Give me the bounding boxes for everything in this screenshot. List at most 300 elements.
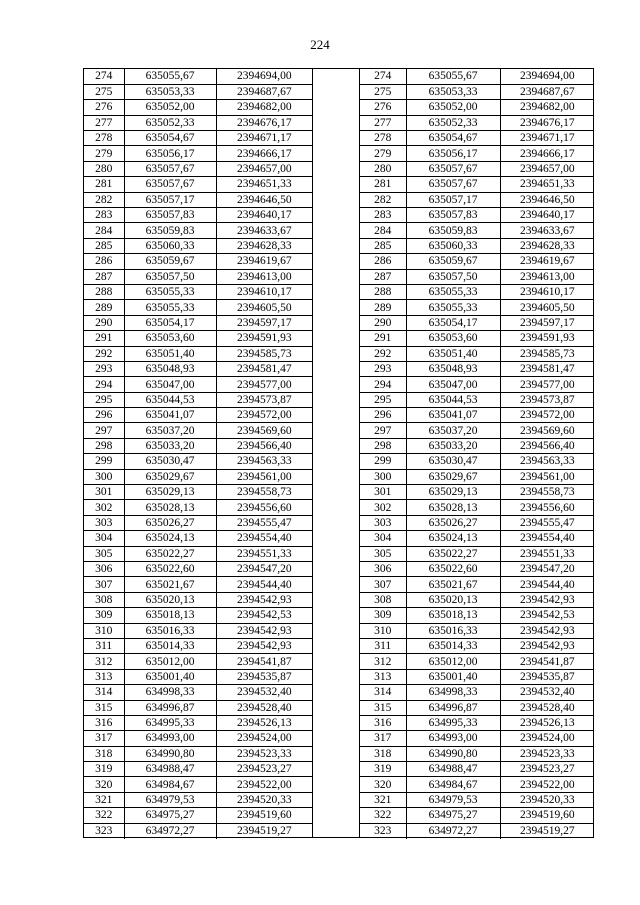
table-row (84, 500, 312, 515)
y-coordinate-cell: 2394535,87 (216, 669, 312, 684)
y-coordinate-cell: 2394657,00 (500, 161, 594, 176)
y-coordinate-cell: 2394522,00 (500, 777, 594, 792)
y-coordinate-cell: 2394605,50 (500, 300, 594, 315)
y-coordinate-cell: 2394547,20 (500, 562, 594, 577)
table-row (360, 192, 594, 207)
point-number-cell: 289 (360, 300, 406, 315)
table-row (84, 685, 312, 700)
table-row (84, 438, 312, 453)
x-coordinate-cell: 635022,60 (124, 562, 216, 577)
y-coordinate-cell: 2394573,87 (216, 392, 312, 407)
y-coordinate-cell: 2394522,00 (216, 777, 312, 792)
x-coordinate-cell: 635028,13 (406, 500, 500, 515)
y-coordinate-cell: 2394585,73 (216, 346, 312, 361)
point-number-cell: 312 (360, 654, 406, 669)
x-coordinate-cell: 635059,83 (124, 223, 216, 238)
y-coordinate-cell: 2394561,00 (216, 469, 312, 484)
coordinates-table-right (360, 69, 594, 839)
x-coordinate-cell: 634988,47 (124, 762, 216, 777)
point-number-cell: 308 (84, 592, 124, 607)
table-row (84, 638, 312, 653)
table-row (360, 715, 594, 730)
x-coordinate-cell: 634984,67 (406, 777, 500, 792)
table-row (360, 269, 594, 284)
x-coordinate-cell: 635053,33 (124, 84, 216, 99)
point-number-cell: 317 (84, 731, 124, 746)
x-coordinate-cell: 635055,33 (124, 284, 216, 299)
point-number-cell: 310 (360, 623, 406, 638)
table-row (84, 808, 312, 823)
point-number-cell: 301 (84, 485, 124, 500)
table-row (84, 361, 312, 376)
x-coordinate-cell: 634972,27 (406, 823, 500, 838)
table-row (360, 361, 594, 376)
point-number-cell: 281 (360, 177, 406, 192)
x-coordinate-cell: 635033,20 (124, 438, 216, 453)
x-coordinate-cell: 635018,13 (406, 608, 500, 623)
y-coordinate-cell: 2394519,60 (500, 808, 594, 823)
table-row (360, 331, 594, 346)
point-number-cell: 286 (360, 254, 406, 269)
table-row (360, 300, 594, 315)
point-number-cell: 316 (360, 715, 406, 730)
point-number-cell: 318 (360, 746, 406, 761)
x-coordinate-cell: 634993,00 (124, 731, 216, 746)
point-number-cell: 291 (84, 331, 124, 346)
y-coordinate-cell: 2394628,33 (500, 238, 594, 253)
y-coordinate-cell: 2394547,20 (216, 562, 312, 577)
y-coordinate-cell: 2394605,50 (216, 300, 312, 315)
table-row (360, 531, 594, 546)
x-coordinate-cell: 635051,40 (124, 346, 216, 361)
y-coordinate-cell: 2394619,67 (216, 254, 312, 269)
y-coordinate-cell: 2394554,40 (216, 531, 312, 546)
x-coordinate-cell: 635041,07 (124, 408, 216, 423)
x-coordinate-cell: 635001,40 (406, 669, 500, 684)
table-row (84, 238, 312, 253)
point-number-cell: 314 (360, 685, 406, 700)
point-number-cell: 288 (84, 284, 124, 299)
table-row (84, 223, 312, 238)
x-coordinate-cell: 635053,33 (406, 84, 500, 99)
x-coordinate-cell: 634993,00 (406, 731, 500, 746)
y-coordinate-cell: 2394676,17 (500, 115, 594, 130)
x-coordinate-cell: 634995,33 (406, 715, 500, 730)
x-coordinate-cell: 635057,67 (124, 177, 216, 192)
point-number-cell: 300 (360, 469, 406, 484)
y-coordinate-cell: 2394542,93 (216, 592, 312, 607)
y-coordinate-cell: 2394519,27 (519, 825, 575, 838)
table-row (360, 392, 594, 407)
x-coordinate-cell: 635059,67 (406, 254, 500, 269)
point-number-cell: 275 (84, 84, 124, 99)
table-row (360, 454, 594, 469)
x-coordinate-cell: 635047,00 (406, 377, 500, 392)
table-row (360, 700, 594, 715)
table-row (360, 546, 594, 561)
point-number-cell: 299 (84, 454, 124, 469)
x-coordinate-cell: 635021,67 (406, 577, 500, 592)
y-coordinate-cell: 2394561,00 (500, 469, 594, 484)
x-coordinate-cell: 635047,00 (124, 377, 216, 392)
point-number-cell: 282 (84, 192, 124, 207)
point-number-cell: 284 (84, 223, 124, 238)
x-coordinate-cell: 635029,13 (124, 485, 216, 500)
y-coordinate-cell: 2394558,73 (216, 485, 312, 500)
x-coordinate-cell: 635057,67 (406, 161, 500, 176)
point-number-cell: 302 (84, 500, 124, 515)
x-coordinate-cell: 635057,50 (124, 269, 216, 284)
table-row (360, 792, 594, 807)
x-coordinate-cell: 635055,33 (124, 300, 216, 315)
point-number-cell: 295 (84, 392, 124, 407)
x-coordinate-cell: 635001,40 (124, 669, 216, 684)
x-coordinate-cell: 635056,17 (406, 146, 500, 161)
x-coordinate-cell: 635054,17 (124, 315, 216, 330)
y-coordinate-cell: 2394523,27 (216, 762, 312, 777)
table-row (84, 469, 312, 484)
table-row (360, 762, 594, 777)
table-row (84, 408, 312, 423)
point-number-cell: 307 (84, 577, 124, 592)
y-coordinate-cell: 2394541,87 (216, 654, 312, 669)
point-number-cell: 304 (84, 531, 124, 546)
y-coordinate-cell: 2394581,47 (500, 361, 594, 376)
y-coordinate-cell: 2394542,53 (500, 608, 594, 623)
y-coordinate-cell: 2394542,93 (216, 638, 312, 653)
x-coordinate-cell: 634984,67 (124, 777, 216, 792)
y-coordinate-cell: 2394646,50 (216, 192, 312, 207)
point-number-cell: 293 (84, 361, 124, 376)
point-number-cell: 307 (360, 577, 406, 592)
x-coordinate-cell: 634975,27 (124, 808, 216, 823)
point-number-cell: 313 (84, 669, 124, 684)
table-row (360, 577, 594, 592)
table-row (84, 423, 312, 438)
x-coordinate-cell: 635012,00 (406, 654, 500, 669)
y-coordinate-cell: 2394524,00 (500, 731, 594, 746)
y-coordinate-cell: 2394520,33 (216, 792, 312, 807)
x-coordinate-cell: 635052,00 (406, 100, 500, 115)
y-coordinate-cell: 2394555,47 (500, 515, 594, 530)
table-row (84, 762, 312, 777)
y-coordinate-cell: 2394541,87 (500, 654, 594, 669)
x-coordinate-cell: 635022,27 (124, 546, 216, 561)
y-coordinate-cell: 2394613,00 (216, 269, 312, 284)
point-number-cell: 320 (84, 777, 124, 792)
table-row (84, 300, 312, 315)
y-coordinate-cell: 2394572,00 (216, 408, 312, 423)
table-row (84, 131, 312, 146)
point-number-cell: 277 (360, 115, 406, 130)
table-row (360, 100, 594, 115)
table-row (84, 777, 312, 792)
x-coordinate-cell: 635054,67 (406, 131, 500, 146)
point-number-cell: 287 (84, 269, 124, 284)
point-number-cell: 302 (360, 500, 406, 515)
x-coordinate-cell: 635037,20 (406, 423, 500, 438)
y-coordinate-cell: 2394577,00 (500, 377, 594, 392)
x-coordinate-cell: 635028,13 (124, 500, 216, 515)
x-coordinate-cell: 635018,13 (124, 608, 216, 623)
table-row (84, 146, 312, 161)
table-row (84, 546, 312, 561)
x-coordinate-cell: 635016,33 (124, 623, 216, 638)
table-row (360, 161, 594, 176)
y-coordinate-cell: 2394544,40 (500, 577, 594, 592)
y-coordinate-cell: 2394523,33 (216, 746, 312, 761)
y-coordinate-cell: 2394556,60 (216, 500, 312, 515)
y-coordinate-cell: 2394628,33 (216, 238, 312, 253)
y-coordinate-cell: 2394520,33 (500, 792, 594, 807)
table-row (360, 254, 594, 269)
point-number-cell: 275 (360, 84, 406, 99)
x-coordinate-cell: 635014,33 (124, 638, 216, 653)
x-coordinate-cell: 635054,17 (406, 315, 500, 330)
point-number-cell: 295 (360, 392, 406, 407)
table-row (360, 315, 594, 330)
point-number-cell: 294 (360, 377, 406, 392)
table-row (360, 777, 594, 792)
point-number-cell: 297 (84, 423, 124, 438)
x-coordinate-cell: 635060,33 (406, 238, 500, 253)
table-row (84, 731, 312, 746)
y-coordinate-cell: 2394666,17 (500, 146, 594, 161)
point-number-cell: 285 (360, 238, 406, 253)
table-row (84, 792, 312, 807)
point-number-cell: 322 (84, 808, 124, 823)
x-coordinate-cell: 635022,27 (406, 546, 500, 561)
y-coordinate-cell: 2394532,40 (216, 685, 312, 700)
table-row (84, 562, 312, 577)
table-row (84, 623, 312, 638)
table-row (84, 454, 312, 469)
x-coordinate-cell: 635048,93 (406, 361, 500, 376)
y-coordinate-cell: 2394523,27 (500, 762, 594, 777)
table-row (84, 100, 312, 115)
point-number-cell: 310 (84, 623, 124, 638)
x-coordinate-cell: 635056,17 (124, 146, 216, 161)
x-coordinate-cell: 634979,53 (124, 792, 216, 807)
x-coordinate-cell: 635057,50 (406, 269, 500, 284)
table-row (84, 392, 312, 407)
y-coordinate-cell: 2394646,50 (500, 192, 594, 207)
x-coordinate-cell: 634998,33 (406, 685, 500, 700)
y-coordinate-cell: 2394519,27 (236, 825, 292, 838)
point-number-cell: 321 (360, 792, 406, 807)
x-coordinate-cell: 635048,93 (124, 361, 216, 376)
table-row (360, 69, 594, 84)
point-number-cell: 318 (84, 746, 124, 761)
x-coordinate-cell: 635041,07 (406, 408, 500, 423)
x-coordinate-cell: 634998,33 (124, 685, 216, 700)
table-row (360, 238, 594, 253)
point-number-cell: 289 (84, 300, 124, 315)
table-row (360, 346, 594, 361)
y-coordinate-cell: 2394566,40 (216, 438, 312, 453)
point-number-cell: 285 (84, 238, 124, 253)
table-row (360, 177, 594, 192)
table-row (360, 284, 594, 299)
point-number-cell: 276 (360, 100, 406, 115)
x-coordinate-cell: 635030,47 (406, 454, 500, 469)
y-coordinate-cell: 2394551,33 (500, 546, 594, 561)
table-row (360, 131, 594, 146)
point-number-cell: 288 (360, 284, 406, 299)
table-row (84, 377, 312, 392)
point-number-cell: 313 (360, 669, 406, 684)
table-row (84, 592, 312, 607)
y-coordinate-cell: 2394528,40 (500, 700, 594, 715)
point-number-cell: 296 (84, 408, 124, 423)
y-coordinate-cell: 2394558,73 (500, 485, 594, 500)
x-coordinate-cell: 635054,67 (124, 131, 216, 146)
x-coordinate-cell: 635057,67 (124, 161, 216, 176)
table-row (360, 654, 594, 669)
point-number-cell: 311 (84, 638, 124, 653)
table-row (360, 562, 594, 577)
y-coordinate-cell: 2394542,53 (216, 608, 312, 623)
point-number-cell: 292 (84, 346, 124, 361)
x-coordinate-cell: 635029,13 (406, 485, 500, 500)
y-coordinate-cell: 2394556,60 (500, 500, 594, 515)
table-row (360, 669, 594, 684)
table-row (84, 254, 312, 269)
point-number-cell: 287 (360, 269, 406, 284)
y-coordinate-cell: 2394591,93 (500, 331, 594, 346)
x-coordinate-cell: 635052,33 (406, 115, 500, 130)
table-row (84, 177, 312, 192)
table-row (84, 700, 312, 715)
x-coordinate-cell: 635044,53 (124, 392, 216, 407)
table-row (84, 192, 312, 207)
table-row (84, 531, 312, 546)
point-number-cell: 293 (360, 361, 406, 376)
x-coordinate-cell: 635022,60 (406, 562, 500, 577)
x-coordinate-cell: 635029,67 (406, 469, 500, 484)
y-coordinate-cell: 2394597,17 (216, 315, 312, 330)
y-coordinate-cell: 2394572,00 (500, 408, 594, 423)
table-row (84, 608, 312, 623)
point-number-cell: 316 (84, 715, 124, 730)
point-number-cell: 322 (360, 808, 406, 823)
x-coordinate-cell: 635055,33 (406, 284, 500, 299)
y-coordinate-cell: 2394671,17 (216, 131, 312, 146)
point-number-cell: 280 (360, 161, 406, 176)
y-coordinate-cell: 2394676,17 (216, 115, 312, 130)
table-row (360, 485, 594, 500)
point-number-cell: 303 (84, 515, 124, 530)
point-number-cell: 297 (360, 423, 406, 438)
table-row (360, 731, 594, 746)
x-coordinate-cell: 634996,87 (406, 700, 500, 715)
x-coordinate-cell: 634972,27 (124, 823, 216, 838)
y-coordinate-cell: 2394554,40 (500, 531, 594, 546)
table-row (360, 638, 594, 653)
y-coordinate-cell: 2394569,60 (500, 423, 594, 438)
x-coordinate-cell: 635037,20 (124, 423, 216, 438)
point-number-cell: 276 (84, 100, 124, 115)
point-number-cell: 291 (360, 331, 406, 346)
y-coordinate-cell: 2394597,17 (500, 315, 594, 330)
y-coordinate-cell: 2394687,67 (216, 84, 312, 99)
y-coordinate-cell: 2394563,33 (500, 454, 594, 469)
point-number-cell: 319 (84, 762, 124, 777)
table-row (360, 115, 594, 130)
y-coordinate-cell: 2394591,93 (216, 331, 312, 346)
table-row (84, 84, 312, 99)
point-number-cell: 279 (84, 146, 124, 161)
y-coordinate-cell: 2394682,00 (500, 100, 594, 115)
y-coordinate-cell: 2394633,67 (216, 223, 312, 238)
y-coordinate-cell: 2394640,17 (500, 208, 594, 223)
point-number-cell: 321 (84, 792, 124, 807)
y-coordinate-cell: 2394610,17 (500, 284, 594, 299)
point-number-cell: 274 (84, 69, 124, 84)
table-row (360, 685, 594, 700)
point-number-cell: 305 (360, 546, 406, 561)
table-row (84, 208, 312, 223)
point-number-cell: 290 (84, 315, 124, 330)
table-row (360, 500, 594, 515)
table-row (84, 654, 312, 669)
x-coordinate-cell: 635057,67 (406, 177, 500, 192)
point-number-cell: 312 (84, 654, 124, 669)
point-number-cell: 286 (84, 254, 124, 269)
point-number-cell: 314 (84, 685, 124, 700)
y-coordinate-cell: 2394651,33 (216, 177, 312, 192)
x-coordinate-cell: 635057,83 (124, 208, 216, 223)
y-coordinate-cell: 2394551,33 (216, 546, 312, 561)
x-coordinate-cell: 635044,53 (406, 392, 500, 407)
y-coordinate-cell: 2394526,13 (216, 715, 312, 730)
point-number-cell: 317 (360, 731, 406, 746)
x-coordinate-cell: 635012,00 (124, 654, 216, 669)
x-coordinate-cell: 635014,33 (406, 638, 500, 653)
y-coordinate-cell: 2394581,47 (216, 361, 312, 376)
table-row (360, 808, 594, 823)
table-row (84, 346, 312, 361)
x-coordinate-cell: 634990,80 (406, 746, 500, 761)
y-coordinate-cell: 2394555,47 (216, 515, 312, 530)
y-coordinate-cell: 2394694,00 (216, 69, 312, 84)
x-coordinate-cell: 635059,67 (124, 254, 216, 269)
x-coordinate-cell: 635059,83 (406, 223, 500, 238)
table-row (84, 823, 312, 838)
point-number-cell: 292 (360, 346, 406, 361)
point-number-cell: 290 (360, 315, 406, 330)
x-coordinate-cell: 634975,27 (406, 808, 500, 823)
table-row (84, 269, 312, 284)
y-coordinate-cell: 2394619,67 (500, 254, 594, 269)
point-number-cell: 278 (84, 131, 124, 146)
point-number-cell: 282 (360, 192, 406, 207)
point-number-cell: 309 (360, 608, 406, 623)
x-coordinate-cell: 635055,33 (406, 300, 500, 315)
x-coordinate-cell: 635055,67 (124, 69, 216, 84)
x-coordinate-cell: 635026,27 (406, 515, 500, 530)
x-coordinate-cell: 635021,67 (124, 577, 216, 592)
x-coordinate-cell: 635051,40 (406, 346, 500, 361)
x-coordinate-cell: 635053,60 (124, 331, 216, 346)
table-row (360, 592, 594, 607)
y-coordinate-cell: 2394523,33 (500, 746, 594, 761)
coordinates-sheet (83, 68, 594, 838)
table-row (360, 377, 594, 392)
point-number-cell: 309 (84, 608, 124, 623)
point-number-cell: 305 (84, 546, 124, 561)
point-number-cell: 277 (84, 115, 124, 130)
